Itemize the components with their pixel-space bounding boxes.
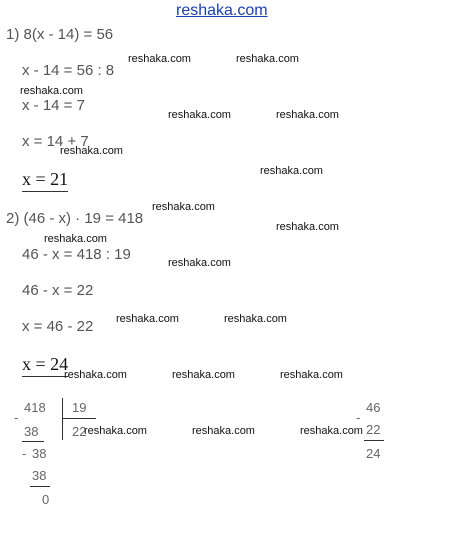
watermark: reshaka.com [44,233,107,245]
problem1-step3: x = 14 + 7 [22,133,89,150]
division-vertical-bar [62,398,63,440]
subtraction-difference: 24 [366,446,381,461]
watermark: reshaka.com [280,369,343,381]
watermark: reshaka.com [276,221,339,233]
problem2-answer: x = 24 [22,354,68,377]
problem2-step3: x = 46 - 22 [22,318,94,335]
problem2-title: 2) (46 - x) · 19 = 418 [6,210,144,227]
watermark: reshaka.com [300,425,363,437]
site-title[interactable]: reshaka.com [176,2,268,19]
subtraction-line [364,440,384,441]
problem1-step1: x - 14 = 56 : 8 [22,62,115,79]
watermark: reshaka.com [60,145,123,157]
watermark: reshaka.com [168,257,231,269]
division-remainder1: 38 [32,446,47,461]
division-sub1: 38 [24,424,39,439]
division-dividend: 418 [24,400,46,415]
subtraction-minus: - [356,410,361,425]
watermark: reshaka.com [168,109,231,121]
subtraction-subtrahend: 22 [366,422,381,437]
watermark: reshaka.com [192,425,255,437]
watermark: reshaka.com [116,313,179,325]
watermark: reshaka.com [64,369,127,381]
watermark: reshaka.com [260,165,323,177]
division-line-1 [22,441,44,442]
watermark: reshaka.com [84,425,147,437]
watermark: reshaka.com [236,53,299,65]
problem1-step2: x - 14 = 7 [22,97,85,114]
watermark: reshaka.com [172,369,235,381]
watermark: reshaka.com [152,201,215,213]
problem1-answer: x = 21 [22,169,68,192]
division-line-2 [30,486,50,487]
division-minus-2: - [22,446,27,461]
watermark: reshaka.com [128,53,191,65]
division-divisor-line [62,418,96,419]
problem2-step1: 46 - x = 418 : 19 [22,246,131,263]
watermark: reshaka.com [20,85,83,97]
division-quotient: 22 [72,424,87,439]
division-sub2: 38 [32,468,47,483]
problem1-title: 1) 8(x - 14) = 56 [6,26,114,43]
division-result: 0 [42,492,50,507]
subtraction-minuend: 46 [366,400,381,415]
division-minus-1: - [14,410,19,425]
watermark: reshaka.com [224,313,287,325]
watermark: reshaka.com [276,109,339,121]
division-divisor: 19 [72,400,87,415]
problem2-step2: 46 - x = 22 [22,282,94,299]
